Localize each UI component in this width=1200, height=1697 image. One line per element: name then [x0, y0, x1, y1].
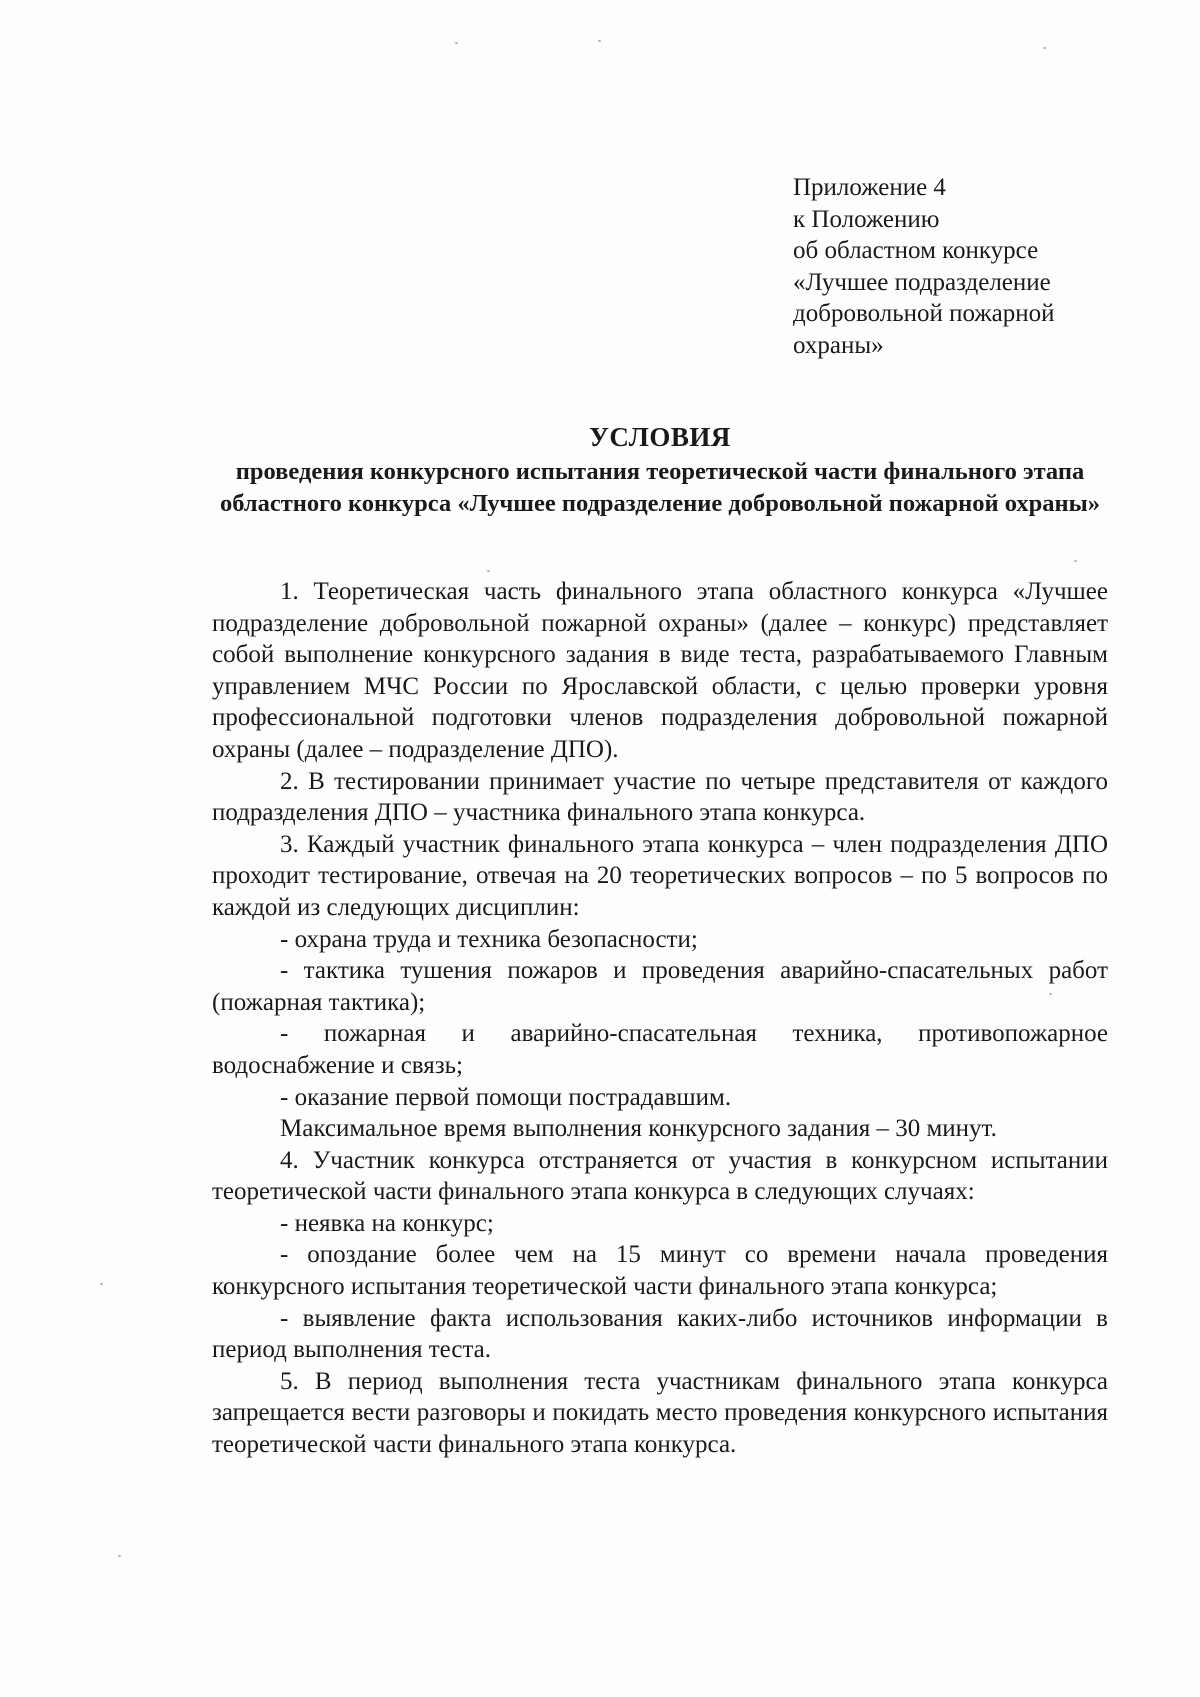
list-item-safety: - охрана труда и техника безопасности; — [280, 925, 698, 953]
scan-speck — [1049, 993, 1052, 995]
paragraph-3: 3. Каждый участник финального этапа конкурса – член подразделения ДПО проходит тестирование, отвечая на 20 теоретических вопросов – по 5 вопросов по каждой из следующих дисциплин: — [212, 830, 1108, 921]
paragraph-1: 1. Теоретическая часть финального этапа областного конкурса «Лучшее подразделение добровольной пожарной охраны» (далее – конкурс) представляет собой выполнение конкурсного задания в виде теста, разрабатываемого Главным управлением МЧС России по Ярославской области, с целью проверки уровня профессиональной подготовки членов подразделения добровольной пожарной охраны (далее – подразделение ДПО). — [212, 578, 1108, 763]
annex-line: «Лучшее подразделение — [793, 268, 1051, 296]
scan-speck — [487, 570, 490, 572]
title-subheading: проведения конкурсного испытания теоретической части финального этапа областного конкурса «Лучшее подразделение добровольной пожарной охраны» — [219, 458, 1101, 517]
list-item-tactics: - тактика тушения пожаров и проведения аварийно-спасательных работ (пожарная тактика); — [212, 957, 1108, 1016]
annex-line: охраны» — [793, 331, 884, 359]
list-item-first-aid: - оказание первой помощи пострадавшим. — [280, 1083, 732, 1111]
paragraph-2: 2. В тестировании принимает участие по четыре представителя от каждого подразделения ДПО – участника финального этапа конкурса. — [212, 767, 1108, 827]
time-limit-paragraph: Максимальное время выполнения конкурсного задания – 30 минут. — [280, 1115, 997, 1143]
paragraph-5: 5. В период выполнения теста участникам финального этапа конкурса запрещается вести разговоры и покидать место проведения конкурсного испытания теоретической части финального этапа конкурса. — [212, 1367, 1108, 1459]
scan-speck — [100, 1283, 103, 1285]
scan-speck — [455, 42, 458, 44]
document-body — [212, 576, 1108, 1461]
scan-speck — [1074, 560, 1077, 562]
list-item-cheating: - выявление факта использования каких-либо источников информации в период выполнения теста. — [212, 1304, 1108, 1364]
scan-speck — [118, 1555, 121, 1557]
document-title — [212, 420, 1108, 519]
list-item-no-show: - неявка на конкурс; — [280, 1209, 494, 1237]
annex-line: об областном конкурсе — [793, 237, 1039, 264]
annex-header — [793, 172, 1113, 361]
title-heading: УСЛОВИЯ — [589, 422, 731, 452]
annex-line: Приложение 4 — [793, 174, 946, 201]
scan-speck — [598, 40, 601, 42]
paragraph-4: 4. Участник конкурса отстраняется от участия в конкурсном испытании теоретической части финального этапа конкурса в следующих случаях: — [212, 1146, 1108, 1206]
scan-speck — [1043, 47, 1046, 49]
annex-line: добровольной пожарной — [793, 300, 1055, 327]
annex-line: к Положению — [793, 205, 940, 233]
list-item-late: - опоздание более чем на 15 минут со времени начала проведения конкурсного испытания теоретической части финального этапа конкурса; — [212, 1241, 1108, 1301]
list-item-equipment: - пожарная и аварийно-спасательная техника, противопожарное водоснабжение и связь; — [212, 1020, 1108, 1079]
